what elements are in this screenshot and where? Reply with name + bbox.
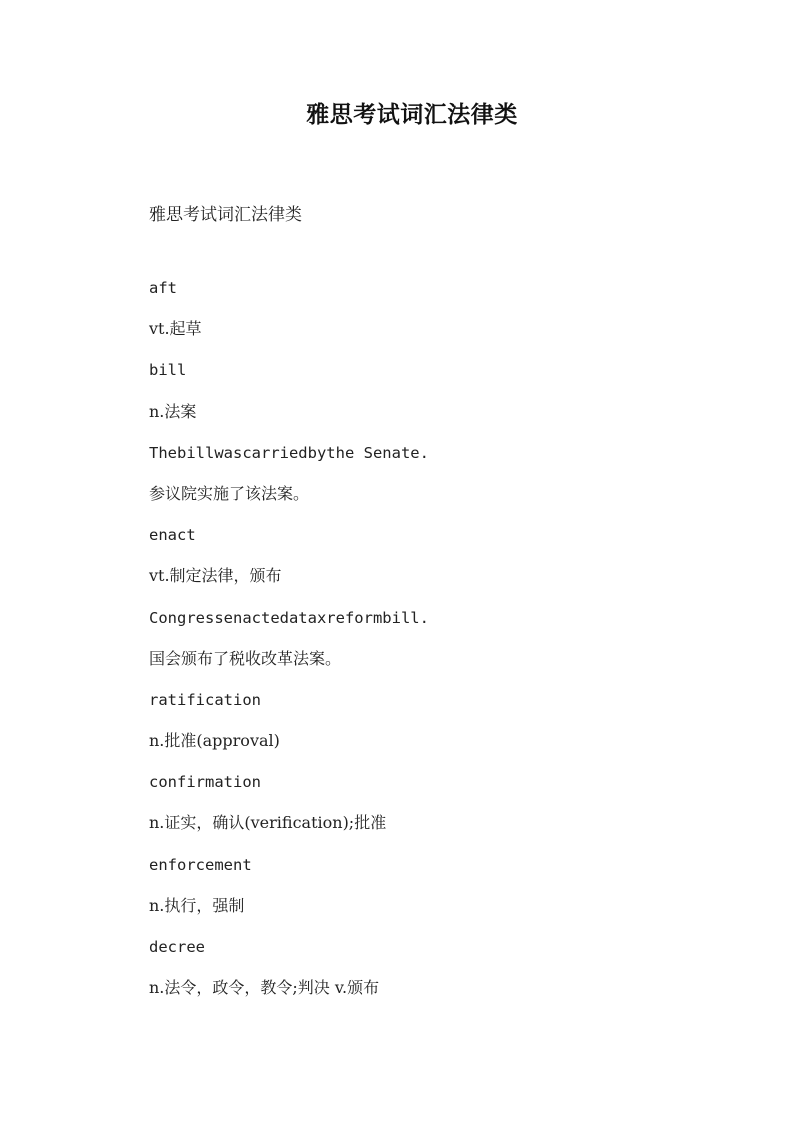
vocab-example-translation: 参议院实施了该法案。	[149, 483, 310, 503]
vocab-term: enforcement	[149, 855, 252, 874]
vocab-term: bill	[149, 361, 187, 380]
document-title: 雅思考试词汇法律类	[306, 101, 518, 128]
document-subtitle: 雅思考试词汇法律类	[149, 205, 302, 225]
vocab-example-translation: 国会颁布了税收改革法案。	[149, 648, 342, 668]
vocab-definition: n.证实，确认(verification);批准	[149, 813, 387, 833]
vocab-definition: n.执行，强制	[149, 895, 245, 915]
vocabulary-list	[149, 276, 429, 1017]
vocab-term: decree	[149, 938, 205, 956]
vocab-definition: n.法案	[149, 401, 197, 421]
vocab-term: enact	[149, 526, 196, 545]
vocab-example: Thebillwascarriedbythe Senate.	[149, 443, 429, 462]
vocab-definition: vt.起草	[149, 319, 202, 339]
vocab-term: aft	[149, 279, 177, 297]
vocab-example: Congressenactedataxreformbill.	[149, 608, 429, 627]
vocab-definition: n.批准(approval)	[149, 731, 280, 751]
vocab-definition: n.法令，政令，教令;判决 v.颁布	[149, 978, 380, 998]
vocab-term: ratification	[149, 690, 261, 709]
vocab-definition: vt.制定法律，颁布	[149, 566, 282, 586]
vocab-term: confirmation	[149, 773, 261, 792]
